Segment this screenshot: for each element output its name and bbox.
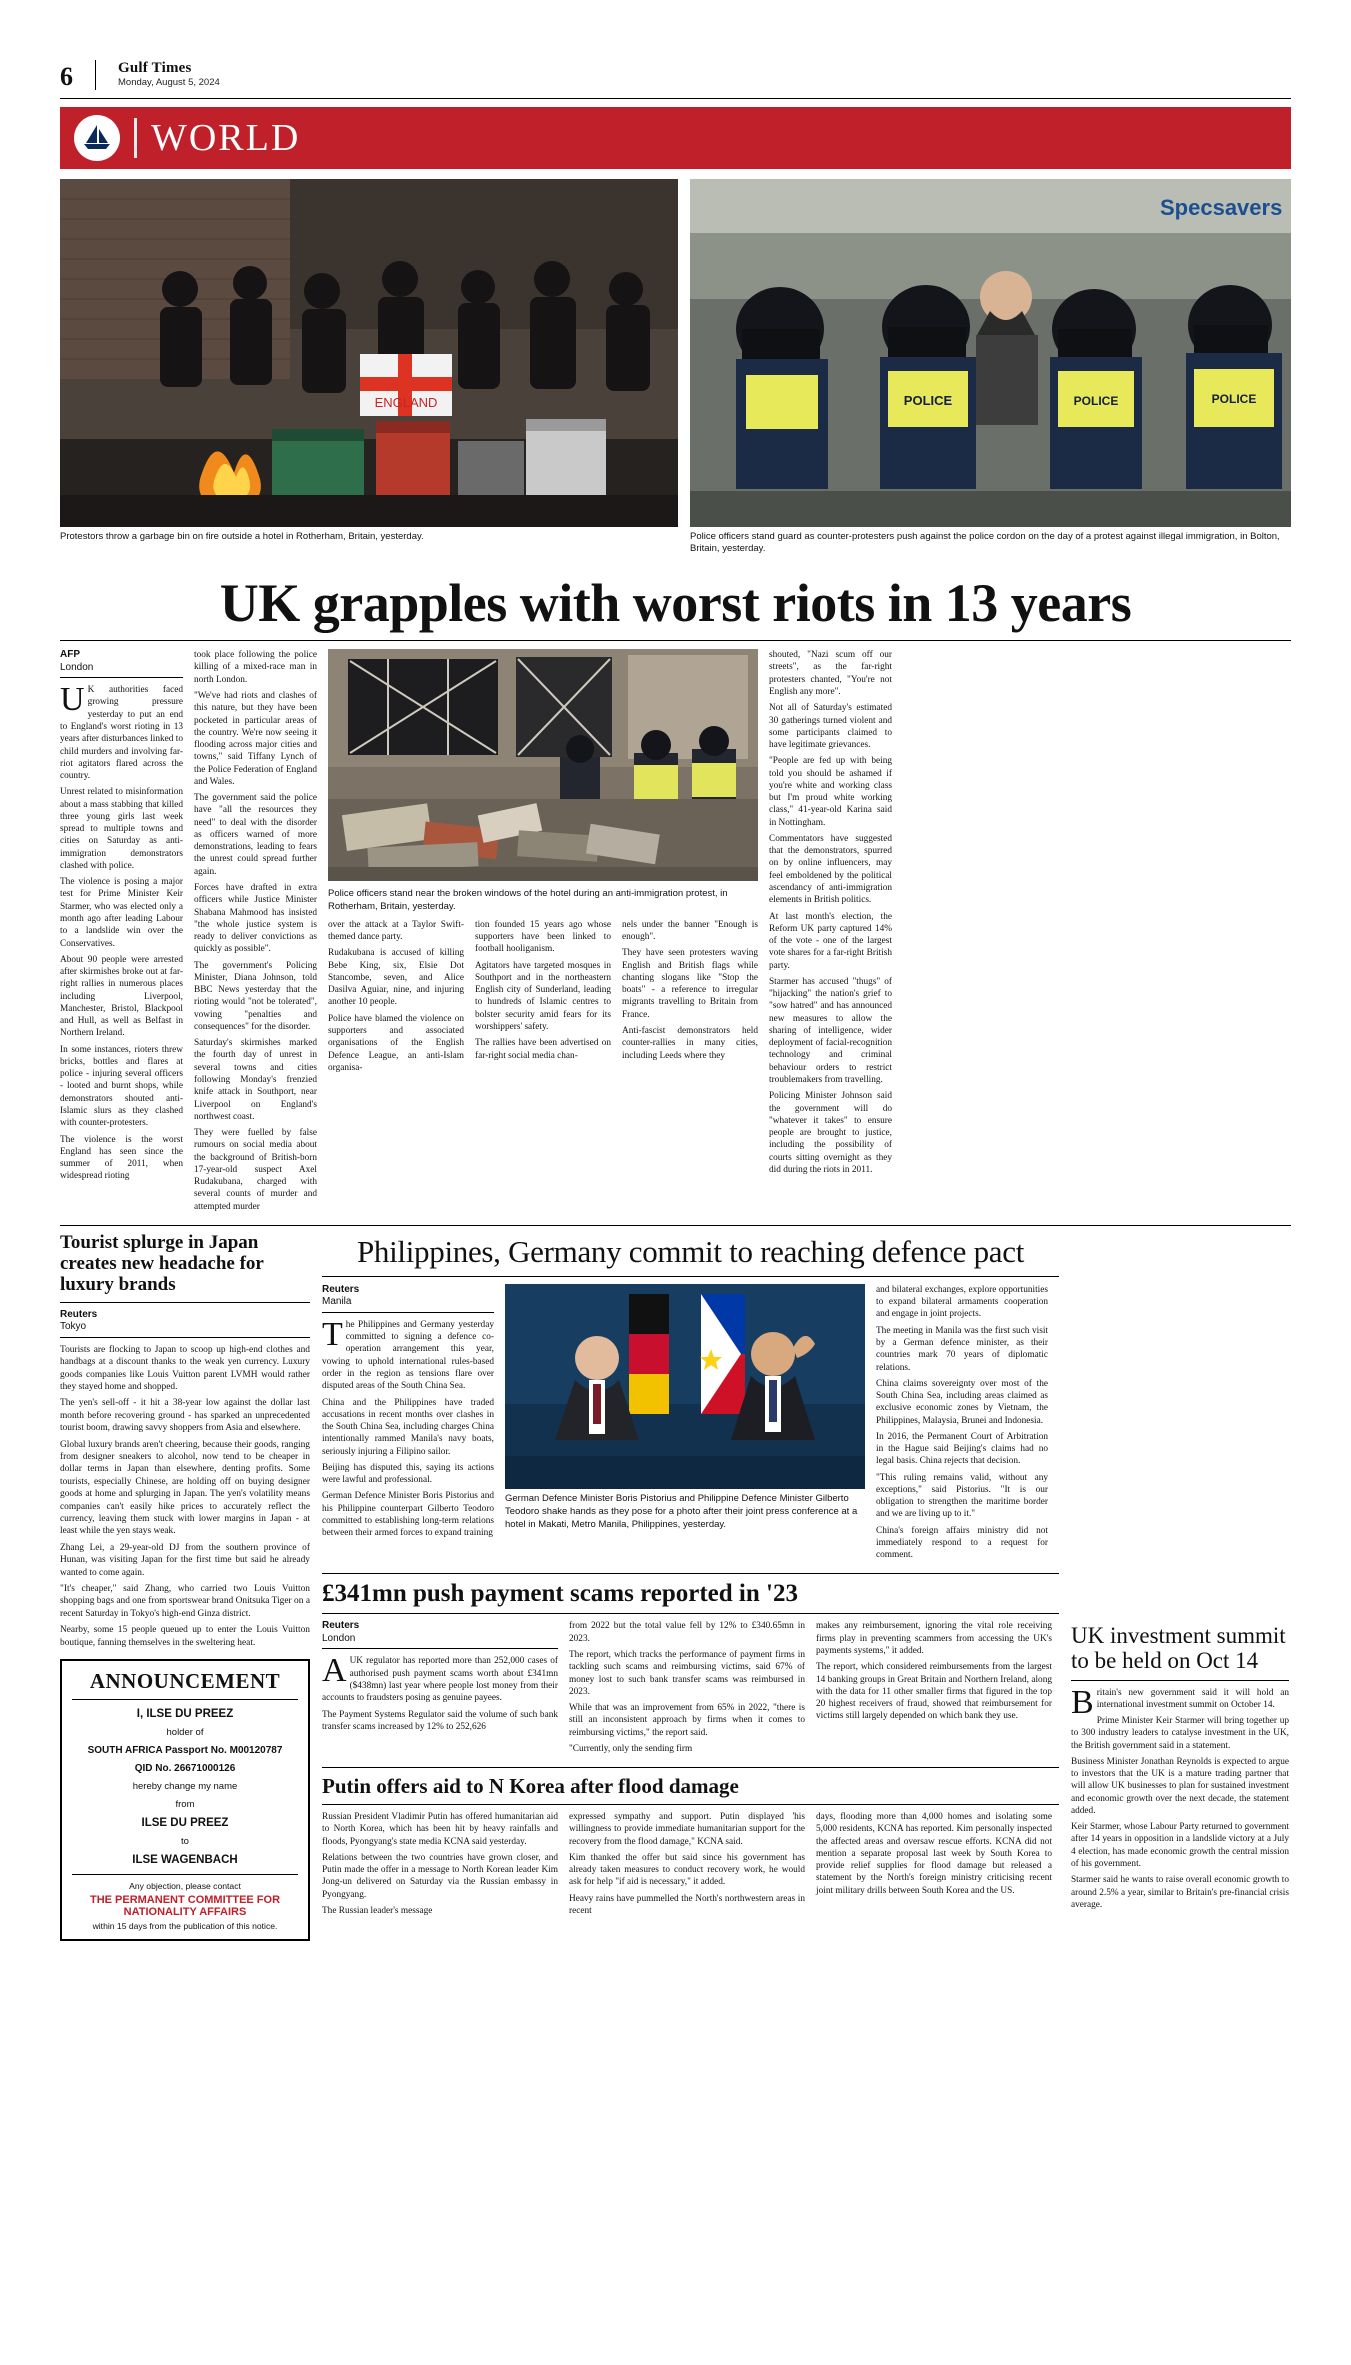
summit-para: Keir Starmer, whose Labour Party returned to government after 14 years in opposition in a landslide victory at a July 4 election, has made economic growth the central mission of his government. [1071,1822,1289,1870]
lower-section [60,1232,1291,1941]
announcement-line-6: from [175,1799,195,1811]
svg-text:POLICE: POLICE [1073,393,1119,408]
photo-block-right [690,179,1291,557]
scams-para: The report, which tracks the performance of payment firms in tackling such scams and reimbursing victims, said 67% of money lost to such bank transfer scams was reimbursed in 2023. [569,1650,805,1697]
announcement-line-1: I, ILSE DU PREEZ [136,1708,234,1721]
lead-para: nels under the banner "Enough is enough". [622,919,758,943]
lead-story [60,649,1291,1217]
photo-rotherham-riot [60,179,678,527]
section-title: WORLD [151,116,301,159]
masthead-rule-line [60,98,1291,99]
philippines-col-2 [876,1284,1048,1566]
tokyo-rule [60,1302,310,1303]
lead-para: Policing Minister Johnson said the government will do "whatever it takes" to ensure people are brought to justice, including the possibility of courts sitting overnight as they did during the riots in 2011. [769,1091,892,1175]
scams-col-1 [322,1620,558,1759]
scams-para: The Payment Systems Regulator said the volume of such bank transfer scams increased by 12% to 252,626 [322,1709,558,1732]
korea-para: days, flooding more than 4,000 homes and isolating some 5,000 residents, KCNA has reported. Kim personally inspected the affected areas and oversaw rescue efforts. KCNA did not mention a separate proposal last week by South Korea to provide relief supplies for flood damage but released a statement by the North's foreign ministry criticising recent joint military drills between South Korea and the US. [816,1812,1052,1896]
lead-para: The government's Policing Minister, Diana Johnson, told BBC News yesterday that the rioting would "not be tolerated", vowing "penalties and consequences" for the disorder. [194,960,317,1032]
lead-para: About 90 people were arrested after skirmishes broke out at far-right rallies in numerous places including Liverpool, Manchester, Bristol, Blackpool and Hull, as well as Belfast in Northern Ireland. [60,954,183,1039]
scams-story [322,1620,1059,1759]
top-photo-row [60,179,1291,557]
philippines-para: The meeting in Manila was the first such visit by a German defence minister, as their countries mark 70 years of diplomatic relations. [876,1325,1048,1373]
philippines-col-1 [322,1284,494,1566]
byline-location: London [60,661,94,673]
summit-para: Starmer said he wants to raise overall economic growth to around 2.5% a year, similar to Britain's pre-financial crisis average. [1071,1875,1289,1910]
section-banner [60,107,1291,169]
lead-para: Agitators have targeted mosques in Southport and in the northeastern English city of Sunderland, leading to hundreds of Islamic centres to bolster security amid fears for its worshippers' safety. [475,960,611,1032]
korea-rule [322,1804,1059,1805]
korea-story [322,1811,1059,1921]
lead-para: Not all of Saturday's estimated 30 gatherings turned violent and some participants claimed to have legitimate grievances. [769,703,892,751]
philippines-para: China and the Philippines have traded accusations in recent months over clashes in the South China Sea, including charges China intentionally rammed Manila's navy boats, seriously injuring a Filipino sailor. [322,1397,494,1457]
tokyo-para: Tourists are flocking to Japan to scoop up high-end clothes and handbags at a discount thanks to the weak yen currency. Luxury goods companies like Louis Vuitton parent LVMH would rather they stayed home and shopped. [60,1344,310,1392]
paper-name: Gulf Times [118,60,192,76]
column-main [322,1232,1059,1941]
lead-para: over the attack at a Taylor Swift-themed dance party. [328,919,464,943]
announcement-old-name: ILSE DU PREEZ [141,1817,229,1830]
scams-para: makes any reimbursement, ignoring the vital role receiving firms play in preventing scammers from accessing the UK's payments systems," it added. [816,1621,1052,1657]
announcement-qid: QID No. 26671000126 [134,1763,236,1775]
lead-para: Saturday's skirmishes marked the fourth day of unrest in several towns and cities following Monday's frenzied knife attack in Southport, near Liverpool on England's northwest coast. [194,1038,317,1122]
scams-divider [322,1573,1059,1574]
announcement-title: ANNOUNCEMENT [72,1669,298,1700]
headline-rule [60,640,1291,641]
lead-para: Forces have drafted in extra officers while Justice Minister Shabana Mahmood has insisted "the whole justice system is ready to deliver convictions as quickly as possible". [194,883,317,955]
photo-caption-right: Police officers stand guard as counter-protesters push against the police cordon on the day of a protest against illegal immigration, in Bolton, Britain, yesterday. [690,530,1280,555]
dhow-boat-icon [74,115,120,161]
philippines-para: Beijing has disputed this, saying its actions were lawful and professional. [322,1462,494,1486]
lead-col-4 [475,919,611,1078]
byline-rule [60,677,183,678]
korea-headline: Putin offers aid to N Korea after flood damage [322,1774,739,1799]
lead-para: UK authorities faced growing pressure yesterday to put an end to England's worst rioting in 13 years after disturbances linked to child murders and involving far-riot agitators flared across the country. [60,681,183,782]
announcement-passport: SOUTH AFRICA Passport No. M00120787 [87,1745,283,1757]
photo-caption-center: Police officers stand near the broken windows of the hotel during an anti-immigration protest, in Rotherham, Britain, yesterday. [328,888,728,913]
summit-para: Britain's new government said it will hold an international investment summit on October 14. [1071,1683,1289,1721]
scams-para: "Currently, only the sending firm [569,1743,693,1754]
lead-para: The government said the police have "all the resources they need" to deal with the disorder as officers warned of more demonstrations, leading to fears the unrest could spread further again. [194,793,317,877]
korea-col-1 [322,1811,558,1921]
philippines-para: German Defence Minister Boris Pistorius and his Philippine counterpart Gilberto Teodoro committed to establishing long-term relations between their armed forces to expand training [322,1491,494,1539]
lead-para: The violence is the worst England has seen since the summer of 2011, when widespread rioting [60,1134,183,1182]
section-banner-divider [134,118,137,158]
philippines-byline-rule [322,1312,494,1313]
tokyo-byline: Reuters Tokyo [60,1308,98,1333]
lead-para: The rallies have been advertised on far-right social media chan- [475,1038,611,1061]
lead-para: In some instances, rioters threw bricks, bottles and flares at police - injuring several officers - looted and burnt shops, while demonstrators shouted anti-Islamic slurs as they clashed with counter-protesters. [60,1044,183,1129]
announcement-line-8: to [181,1836,189,1848]
lead-para: They were fuelled by false rumours on social media about the background of British-born 17-year-old suspect Axel Rudakubana, charged with several counts of murder and attempted murder [194,1128,317,1212]
lead-para: Commentators have suggested that the demonstrators, spurred on by online influencers, may feel emboldened by the political ascendancy of anti-immigration elements in British politics. [769,833,892,906]
lead-para: shouted, "Nazi scum off our streets", as the far-right protesters chanted, "You're not English any more". [769,650,892,698]
lead-para: "People are fed up with being told you should be ashamed if you're white and working class but I'm proud white working class," 41-year-old Karina said in Nottingham. [769,756,892,828]
page-folio: 6 [60,61,73,91]
lead-col-5 [622,919,758,1078]
philippines-rule [322,1276,1059,1277]
philippines-photo-block [505,1284,865,1566]
announcement-box [60,1659,310,1941]
tokyo-para: Zhang Lei, a 29-year-old DJ from the southern province of Hunan, was visiting Japan for the first time but said he already wanted to come again. [60,1542,310,1578]
tokyo-para: The yen's sell-off - it hit a 38-year low against the dollar last month before recovering ground - has sparked an unprecedented tourist boom, drawing savvy shoppers from Asia and elsewhere. [60,1398,310,1434]
announcement-line-5: hereby change my name [132,1781,238,1793]
scams-rule [322,1613,1059,1614]
scams-byline: Reuters London [322,1620,360,1644]
korea-para: Kim thanked the offer but said since his government has already taken measures to conduct recovery work, he would ask for help "if aid is necessary," it added. [569,1852,805,1888]
lead-para: tion founded 15 years ago whose supporters have been linked to football hooliganism. [475,919,611,955]
lead-para: The violence is posing a major test for Prime Minister Keir Starmer, who was elected only a month ago after leading Labour to a landslide win over the Conservatives. [60,877,183,949]
svg-text:POLICE: POLICE [903,392,953,408]
philippines-story [322,1284,1059,1566]
column-left [60,1232,310,1941]
lead-col-2 [194,649,317,1217]
scams-byline-rule [322,1648,558,1649]
korea-col-2 [569,1811,805,1921]
announcement-footer [72,1874,298,1931]
lead-para: Anti-fascist demonstrators held counter-rallies in many cities, including Leeds where they [622,1025,758,1061]
lead-para: They have seen protesters waving English and British flags while chanting slogans like "Stop the boats" - a reference to irregular migrants travelling to Britain from France. [622,948,758,1020]
tokyo-para: "It's cheaper," said Zhang, who carried two Louis Vuitton shopping bags and one from sportswear brand Onitsuka Tiger on a recent Saturday in Tokyo's high-end Ginza district. [60,1584,310,1619]
announcement-new-name: ILSE WAGENBACH [132,1854,238,1867]
philippines-para: China claims sovereignty over most of the South China Sea, including areas claimed as exclusive economic zones by Vietnam, the Philippines, Malaysia, Brunei and Indonesia. [876,1378,1048,1426]
announcement-footer-2: THE PERMANENT COMMITTEE FOR NATIONALITY AFFAIRS [89,1894,281,1919]
announcement-footer-1: Any objection, please contact [129,1881,241,1892]
scams-para: from 2022 but the total value fell by 12% to £340.65mn in 2023. [569,1621,805,1644]
lead-para: At last month's election, the Reform UK party captured 14% of the vote - one of the largest vote shares for a far-right British party. [769,911,892,971]
philippines-byline: Reuters Manila [322,1283,360,1308]
philippines-para: The Philippines and Germany yesterday committed to signing a defence co-operation arrangement this year, vowing to uphold international rules-based order in the region as tensions flare over disputed areas of the South China Sea. [322,1315,494,1392]
lead-para: took place following the police killing of a mixed-race man in north London. [194,650,317,685]
lead-col-6 [769,649,892,1217]
korea-col-3 [816,1811,1052,1921]
philippines-headline: Philippines, Germany commit to reaching defence pact [356,1233,1025,1269]
korea-para: Russian President Vladimir Putin has offered humanitarian aid to North Korea, which has been hit by heavy rainfalls and floods, Pyongyang's state media KCNA said yesterday. [322,1812,558,1847]
scams-para: The report, which considered reimbursements from the largest 14 banking groups in Great Britain and Northern Ireland, along with the data for 11 other smaller firms that figured in the top 20 highest receivers of fraud, showed that reimbursement for victims still largely depended on which bank they use. [816,1662,1052,1722]
korea-divider [322,1767,1059,1768]
summit-para: Business Minister Jonathan Reynolds is expected to argue to investors that the UK is a mature trading partner that will allow UK businesses to plan for sustained investment and economic growth over the next decade, the statement added. [1071,1756,1289,1816]
tokyo-headline: Tourist splurge in Japan creates new headache for luxury brands [60,1231,264,1296]
scams-para: While that was an improvement from 65% in 2022, "there is still an inconsistent approach by firms when it comes to reimbursing victims," the report said. [569,1703,805,1738]
korea-para: Heavy rains have pummelled the North's northwestern areas in recent [569,1893,805,1916]
summit-para: Prime Minister Keir Starmer will bring together up to 300 industry leaders to catalyse investment in the UK, the British government said in a statement. [1071,1716,1289,1751]
lead-center-block [328,649,758,1217]
korea-para: Relations between the two countries have grown closer, and Putin made the offer in a message to North Korean leader Kim Jong-un delivered on Saturday via the Russian embassy in Pyongyang. [322,1852,558,1900]
philippines-photo-caption: German Defence Minister Boris Pistorius and Philippine Defence Minister Gilberto Teodoro shake hands as they pose for a photo after their joint press conference at a hotel in Makati, Metro Manila, Philippines, yesterday. [505,1492,858,1530]
scams-col-3 [816,1620,1052,1759]
lead-sub-columns [328,919,758,1078]
photo-bolton-police [690,179,1291,527]
photo-rotherham-hotel [328,649,758,881]
summit-headline: UK investment summit to be held on Oct 14 [1071,1622,1286,1673]
summit-rule [1071,1680,1289,1681]
tokyo-body [60,1344,310,1649]
philippines-para: "This ruling remains valid, without any exceptions," said Pistorius. "It is our obligation to strengthen the maritime border and we are living up to it." [876,1472,1048,1520]
korea-para: expressed sympathy and support. Putin displayed 'his willingness to provide immediate humanitarian support for the recovery from the flood damage," KCNA said. [569,1812,805,1847]
svg-text:POLICE: POLICE [1211,391,1257,406]
photo-caption-left: Protestors throw a garbage bin on fire outside a hotel in Rotherham, Britain, yesterday. [60,530,424,542]
philippines-para: and bilateral exchanges, explore opportunities to expand bilateral armaments cooperation and engage in joint projects. [876,1284,1048,1320]
scams-para: AUK regulator has reported more than 252,000 cases of authorised push payment scams worth about £341mn ($438mn) last year where people lost money from their accounts to fraudsters posing as genuine payees. [322,1652,558,1704]
byline-agency: AFP London [60,649,94,673]
lead-para: Rudakubana is accused of killing Bebe King, six, Elsie Dot Stancombe, seven, and Alice Dasilva Aguiar, nine, and injuring another 10 people. [328,948,464,1008]
paper-date: Monday, August 5, 2024 [118,77,220,89]
lead-col-1 [60,649,183,1217]
lead-col-3 [328,919,464,1078]
lead-para: "We've had riots and clashes of this nature, but they have been pocketed in particular areas of the country. We're now seeing it flooding across major cities and towns," said Tiffany Lynch of the Police Federation of England and Wales. [194,691,317,787]
svg-text:Specsavers: Specsavers [1160,194,1283,220]
masthead [60,0,1291,96]
tokyo-para: Nearby, some 15 people queued up to enter the Louis Vuitton boutique, fanning themselves in the sweltering heat. [60,1625,310,1648]
lead-para: Police have blamed the violence on supporters and associated organisations of the English Defence League, an anti-Islam organisa- [328,1013,464,1073]
scams-col-2 [569,1620,805,1759]
announcement-footer-3: within 15 days from the publication of this notice. [92,1921,278,1932]
column-right [1071,1232,1289,1941]
page-title: UK grapples with worst riots in 13 years [219,573,1132,634]
philippines-para: In 2016, the Permanent Court of Arbitration in the Hague said Beijing's claims had no legal basis. China rejects that decision. [876,1431,1048,1467]
photo-block-left [60,179,678,557]
scams-headline: £341mn push payment scams reported in '23 [322,1580,798,1608]
tokyo-para: Global luxury brands aren't cheering, because their goods, ranging from designer sneakers to alcohol, now tend to be cheaper in dollar terms in Japan than elsewhere, denting profits. Some tourists, especially Chinese, are holding off on buying designer goods at home and splurging in Japan. The yen's volatility means companies can't easily hike prices to accurately reflect the currency, leaving them stuck with lower margins in Japan - at least while the yen stays weak. [60,1439,310,1537]
section-divider-line [60,1225,1291,1226]
tokyo-byline-rule [60,1337,310,1338]
lead-para: Unrest related to misinformation about a mass stabbing that killed three young girls last week spread to multiple towns and cities on Saturday as anti-immigration demonstrators clashed with police. [60,787,183,871]
philippines-para: China's foreign affairs ministry did not immediately respond to a request for comment. [876,1525,1048,1561]
korea-para: The Russian leader's message [322,1906,433,1916]
announcement-line-2: holder of [166,1727,204,1739]
masthead-divider [95,60,96,90]
svg-text:ENGLAND: ENGLAND [374,394,438,410]
photo-defence-ministers [505,1284,865,1489]
lead-para: Starmer has accused "thugs" of "hijacking" the nation's grief to "sow hatred" and has announced new measures to allow the sharing of intelligence, wider deployment of facial-recognition technology and criminal behaviour orders to restrict troublemakers from travelling. [769,976,892,1085]
